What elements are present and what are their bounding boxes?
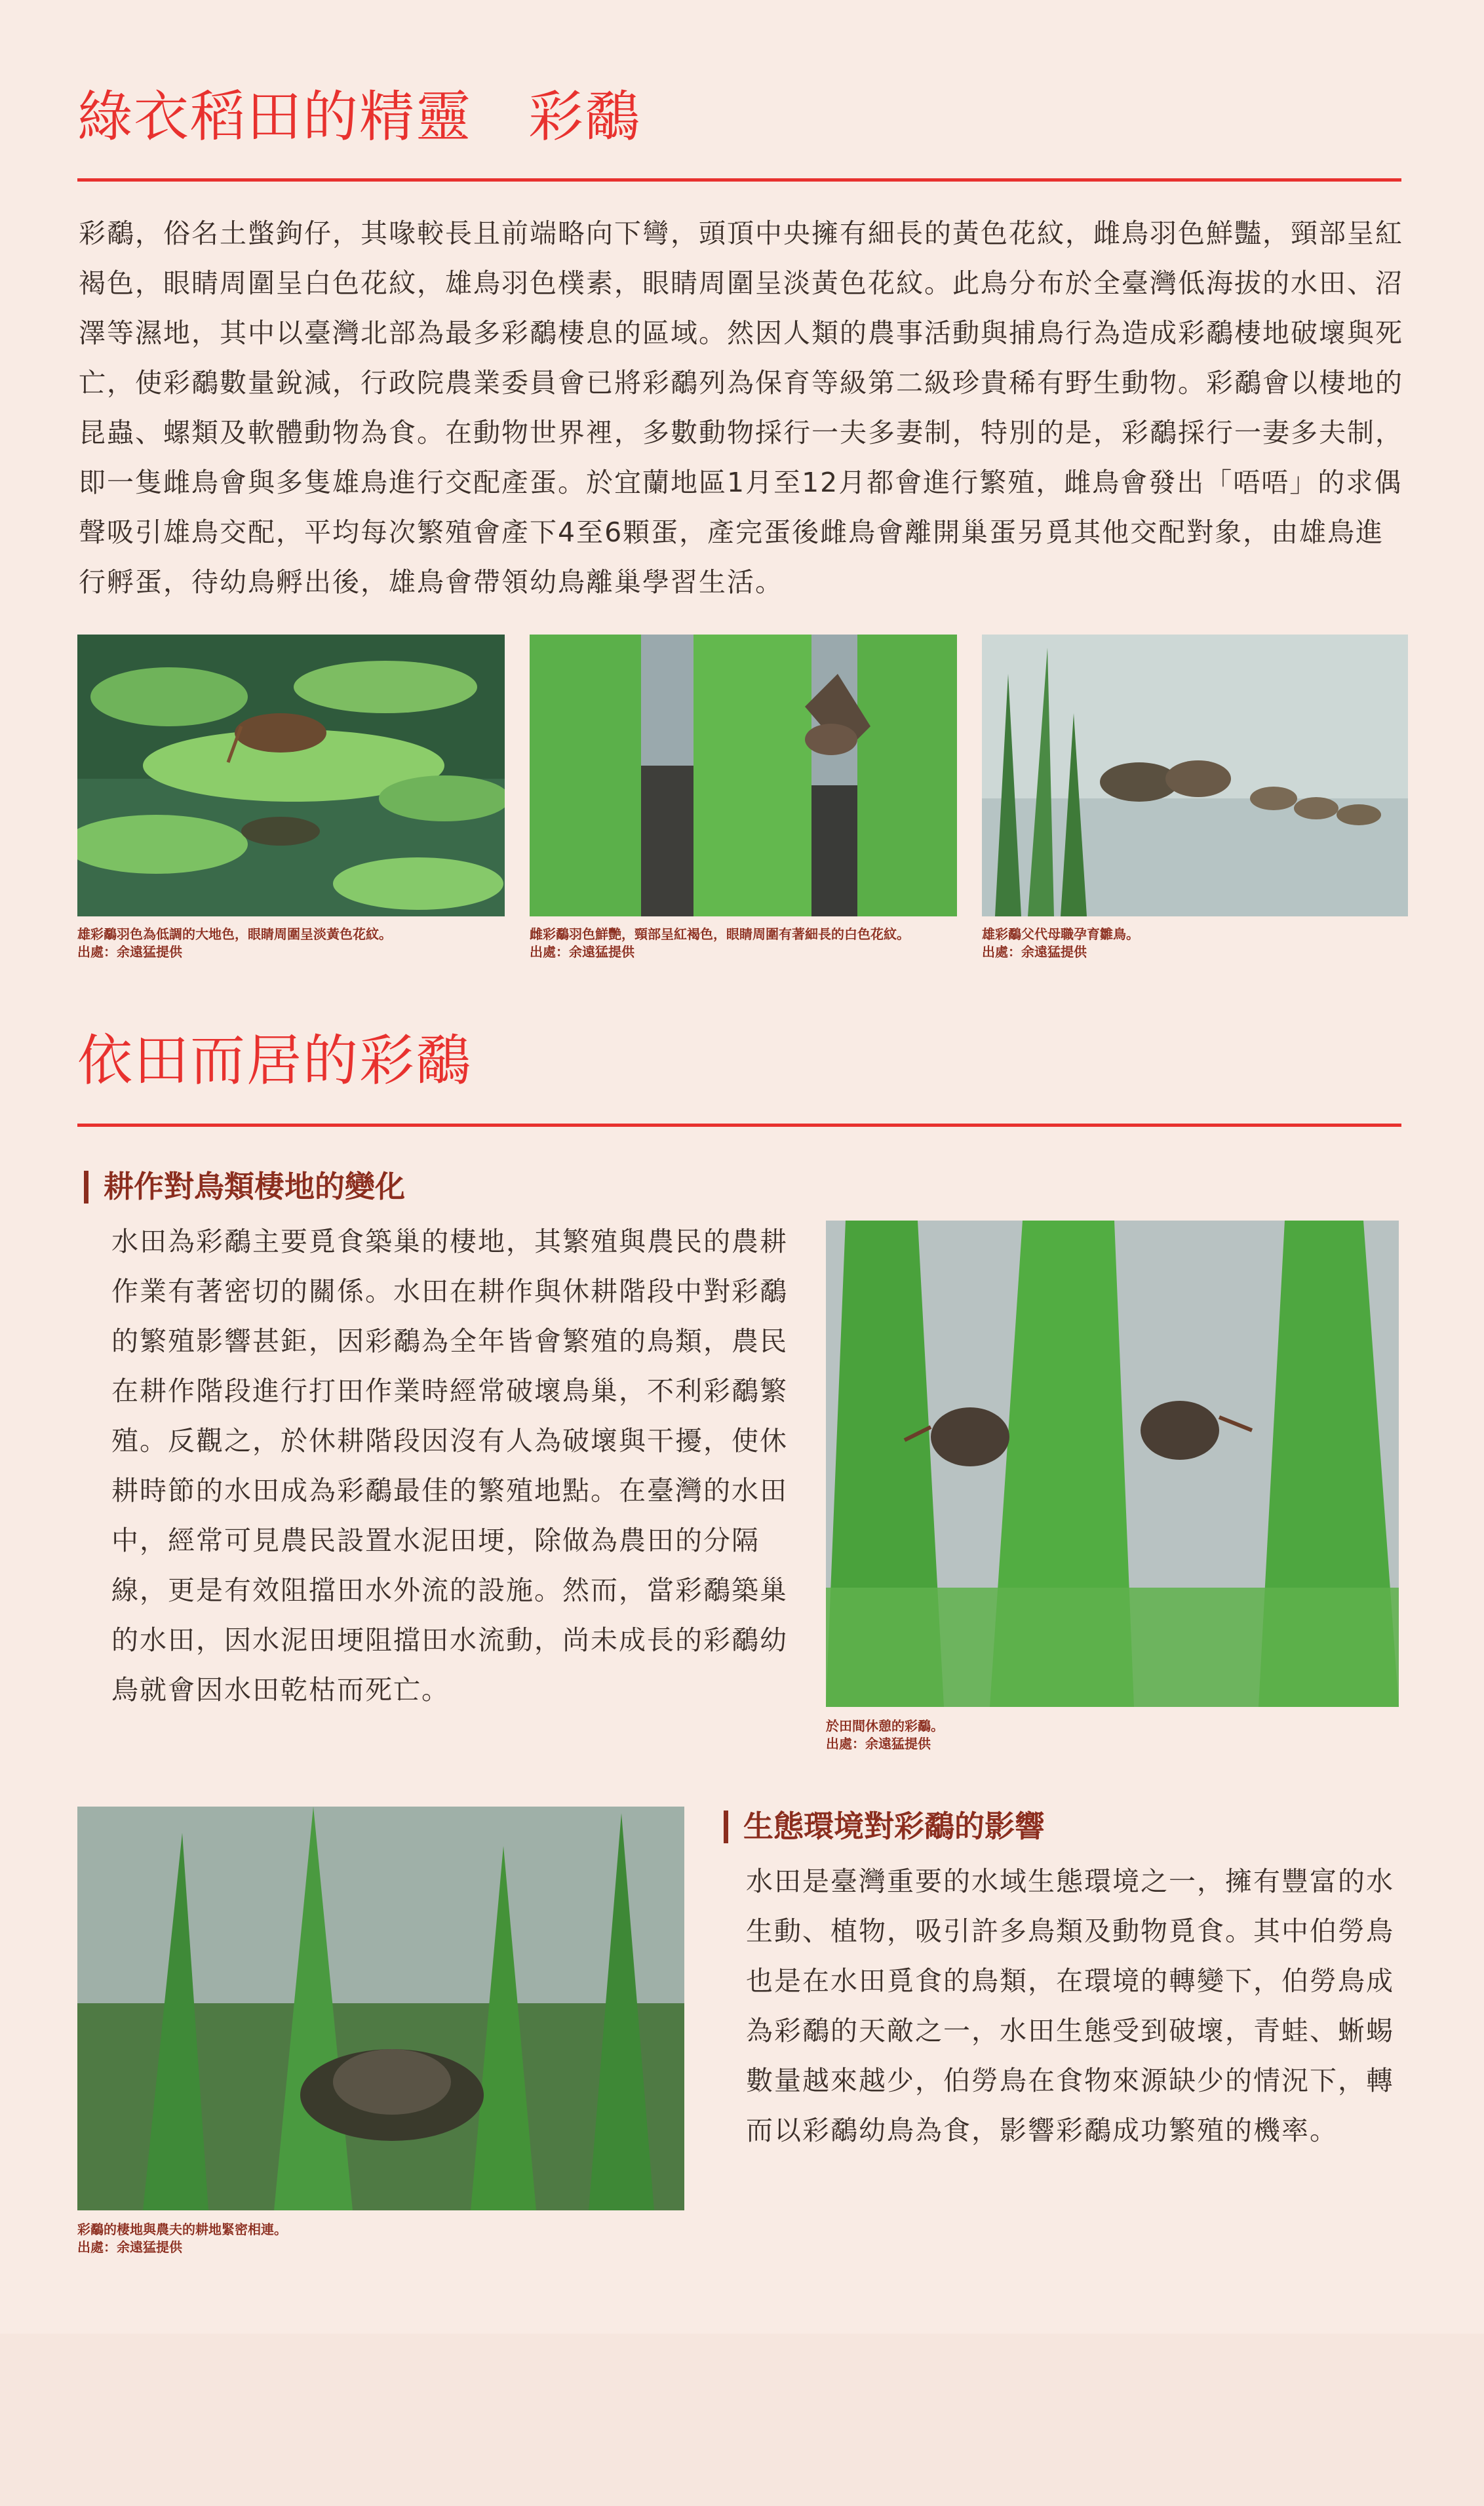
- photo-caption: 彩鷸的棲地與農夫的耕地緊密相連。 出處：余遠猛提供: [77, 2222, 287, 2255]
- title-divider: [77, 1124, 1401, 1127]
- photo-caption: 雄彩鷸羽色為低調的大地色，眼睛周圍呈淡黃色花紋。 出處：余遠猛提供: [77, 926, 392, 960]
- subsection-body: 水田為彩鷸主要覓食築巢的棲地，其繁殖與農民的農耕作業有著密切的關係。水田在耕作與休耕階段中對彩鷸的繁殖影響甚鉅，因彩鷸為全年皆會繁殖的鳥類，農民在耕作階段進行打田作業時經常破壞鳥巢，不利彩鷸繁殖。反觀之，於休耕階段因沒有人為破壞與干擾，使休耕時節的水田成為彩鷸最佳的繁殖地點。在臺灣的水田中，經常可見農民設置水泥田埂，除做為農田的分隔線，更是有效阻擋田水外流的設施。然而，當彩鷸築巢的水田，因水泥田埂阻擋田水流動，尚未成長的彩鷸幼鳥就會因水田乾枯而死亡。: [111, 1226, 788, 1706]
- photo-father-chicks: [982, 635, 1408, 916]
- footer-band: [0, 2334, 1484, 2506]
- subsection-heading: 生態環境對彩鷸的影響: [724, 1807, 1045, 1846]
- photo-caption: 於田間休憩的彩鷸。 出處：余遠猛提供: [826, 1718, 944, 1752]
- title-divider: [77, 178, 1401, 182]
- section-title: 依田而居的彩鷸: [77, 1028, 473, 1093]
- photo-caption: 雄彩鷸父代母職孕育雛鳥。 出處：余遠猛提供: [982, 926, 1139, 960]
- photo-nest-habitat: [77, 1807, 684, 2210]
- photo-resting-snipes: [826, 1221, 1399, 1707]
- page-title: 綠衣稻田的精靈 彩鷸: [77, 85, 642, 149]
- photo-caption: 雌彩鷸羽色鮮艷，頸部呈紅褐色，眼睛周圍有著細長的白色花紋。 出處：余遠猛提供: [530, 926, 910, 960]
- photo-male-snipe: [77, 635, 505, 916]
- subsection-body: 水田是臺灣重要的水域生態環境之一，擁有豐富的水生動、植物，吸引許多鳥類及動物覓食。其中伯勞鳥也是在水田覓食的鳥類，在環境的轉變下，伯勞鳥成為彩鷸的天敵之一，水田生態受到破壞，青蛙、蜥蜴數量越來越少，伯勞鳥在食物來源缺少的情況下，轉而以彩鷸幼鳥為食，影響彩鷸成功繁殖的機率。: [746, 1866, 1394, 2146]
- photo-female-snipe: [530, 635, 957, 916]
- intro-paragraph: 彩鷸，俗名土蟞鉤仔，其喙較長且前端略向下彎，頭頂中央擁有細長的黃色花紋，雌鳥羽色鮮豔，頸部呈紅褐色，眼睛周圍呈白色花紋，雄鳥羽色樸素，眼睛周圍呈淡黃色花紋。此鳥分布於全臺灣低海拔的水田、沼澤等濕地，其中以臺灣北部為最多彩鷸棲息的區域。然因人類的農事活動與捕鳥行為造成彩鷸棲地破壞與死亡，使彩鷸數量銳減，行政院農業委員會已將彩鷸列為保育等級第二級珍貴稀有野生動物。彩鷸會以棲地的昆蟲、螺類及軟體動物為食。在動物世界裡，多數動物採行一夫多妻制，特別的是，彩鷸採行一妻多夫制，即一隻雌鳥會與多隻雄鳥進行交配產蛋。於宜蘭地區1月至12月都會進行繁殖，雌鳥會發出「唔唔」的求偶聲吸引雄鳥交配，平均每次繁殖會產下4至6顆蛋，產完蛋後雌鳥會離開巢蛋另覓其他交配對象，由雄鳥進行孵蛋，待幼鳥孵出後，雄鳥會帶領幼鳥離巢學習生活。: [79, 218, 1403, 598]
- subsection-heading: 耕作對鳥類棲地的變化: [84, 1167, 405, 1206]
